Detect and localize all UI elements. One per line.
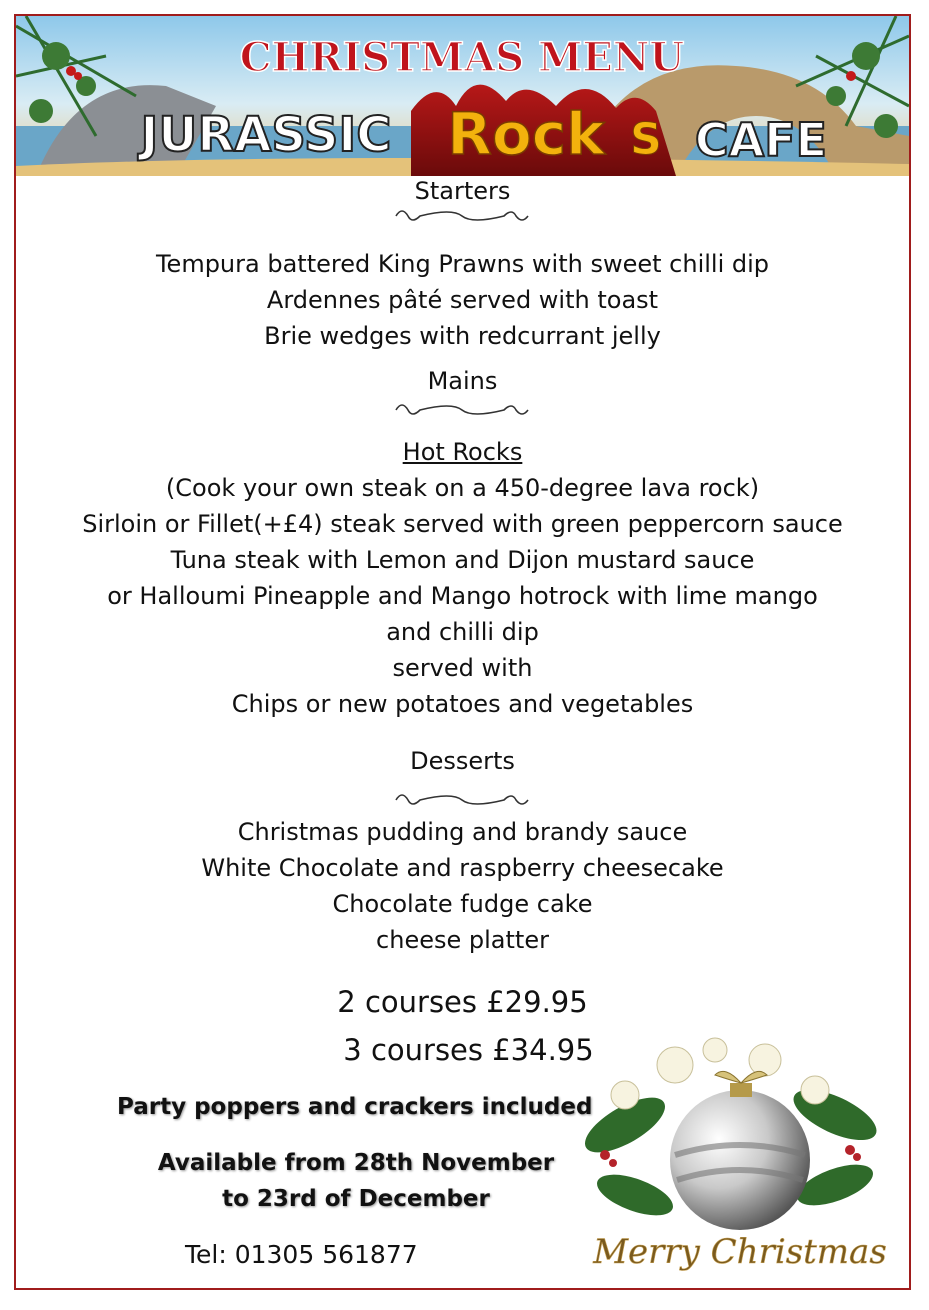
dessert-item: Chocolate fudge cake bbox=[332, 890, 593, 918]
desserts-list bbox=[16, 814, 909, 958]
starter-item: Tempura battered King Prawns with sweet chilli dip bbox=[155, 250, 770, 278]
main-item: and chilli dip bbox=[386, 618, 539, 646]
brand-jurassic: JURASSIC bbox=[140, 107, 392, 163]
brand-s: S bbox=[630, 114, 662, 165]
mains-list bbox=[16, 434, 909, 722]
dessert-item: cheese platter bbox=[376, 926, 549, 954]
price-two-courses: 2 courses £29.95 bbox=[337, 985, 588, 1019]
telephone: Tel: 01305 561877 bbox=[185, 1240, 418, 1269]
merry-christmas-text: Merry Christmas bbox=[593, 1232, 887, 1272]
starter-item: Ardennes pâté served with toast bbox=[266, 286, 659, 314]
header-banner bbox=[16, 16, 909, 176]
mains-heading: Mains bbox=[427, 367, 498, 395]
dessert-item: Christmas pudding and brandy sauce bbox=[237, 818, 688, 846]
availability-line-2: to 23rd of December bbox=[222, 1186, 490, 1212]
availability-line-1: Available from 28th November bbox=[157, 1150, 555, 1176]
hot-rocks-subheading: Hot Rocks bbox=[402, 438, 523, 466]
brand-cafe: CAFE bbox=[694, 113, 828, 167]
flourish-divider-icon bbox=[392, 204, 532, 228]
price-three-courses: 3 courses £34.95 bbox=[343, 1033, 594, 1067]
main-item: Tuna steak with Lemon and Dijon mustard sauce bbox=[170, 546, 755, 574]
christmas-bauble-decoration bbox=[565, 1035, 895, 1280]
starters-list bbox=[16, 246, 909, 354]
desserts-heading: Desserts bbox=[410, 747, 515, 775]
party-note: Party poppers and crackers included bbox=[117, 1094, 593, 1120]
flourish-divider-icon bbox=[392, 788, 532, 812]
brand-rock: Rock bbox=[447, 100, 605, 168]
main-item: Sirloin or Fillet(+£4) steak served with green peppercorn sauce bbox=[82, 510, 843, 538]
main-item: (Cook your own steak on a 450-degree lava rock) bbox=[165, 474, 760, 502]
main-item: served with bbox=[392, 654, 533, 682]
main-item: or Halloumi Pineapple and Mango hotrock with lime mango bbox=[107, 582, 818, 610]
dessert-item: White Chocolate and raspberry cheesecake bbox=[201, 854, 724, 882]
starter-item: Brie wedges with redcurrant jelly bbox=[264, 322, 661, 350]
banner-title: CHRISTMAS MENU bbox=[239, 34, 685, 81]
flourish-divider-icon bbox=[392, 398, 532, 422]
availability bbox=[150, 1145, 562, 1217]
main-item: Chips or new potatoes and vegetables bbox=[231, 690, 694, 718]
starters-heading: Starters bbox=[414, 177, 511, 205]
